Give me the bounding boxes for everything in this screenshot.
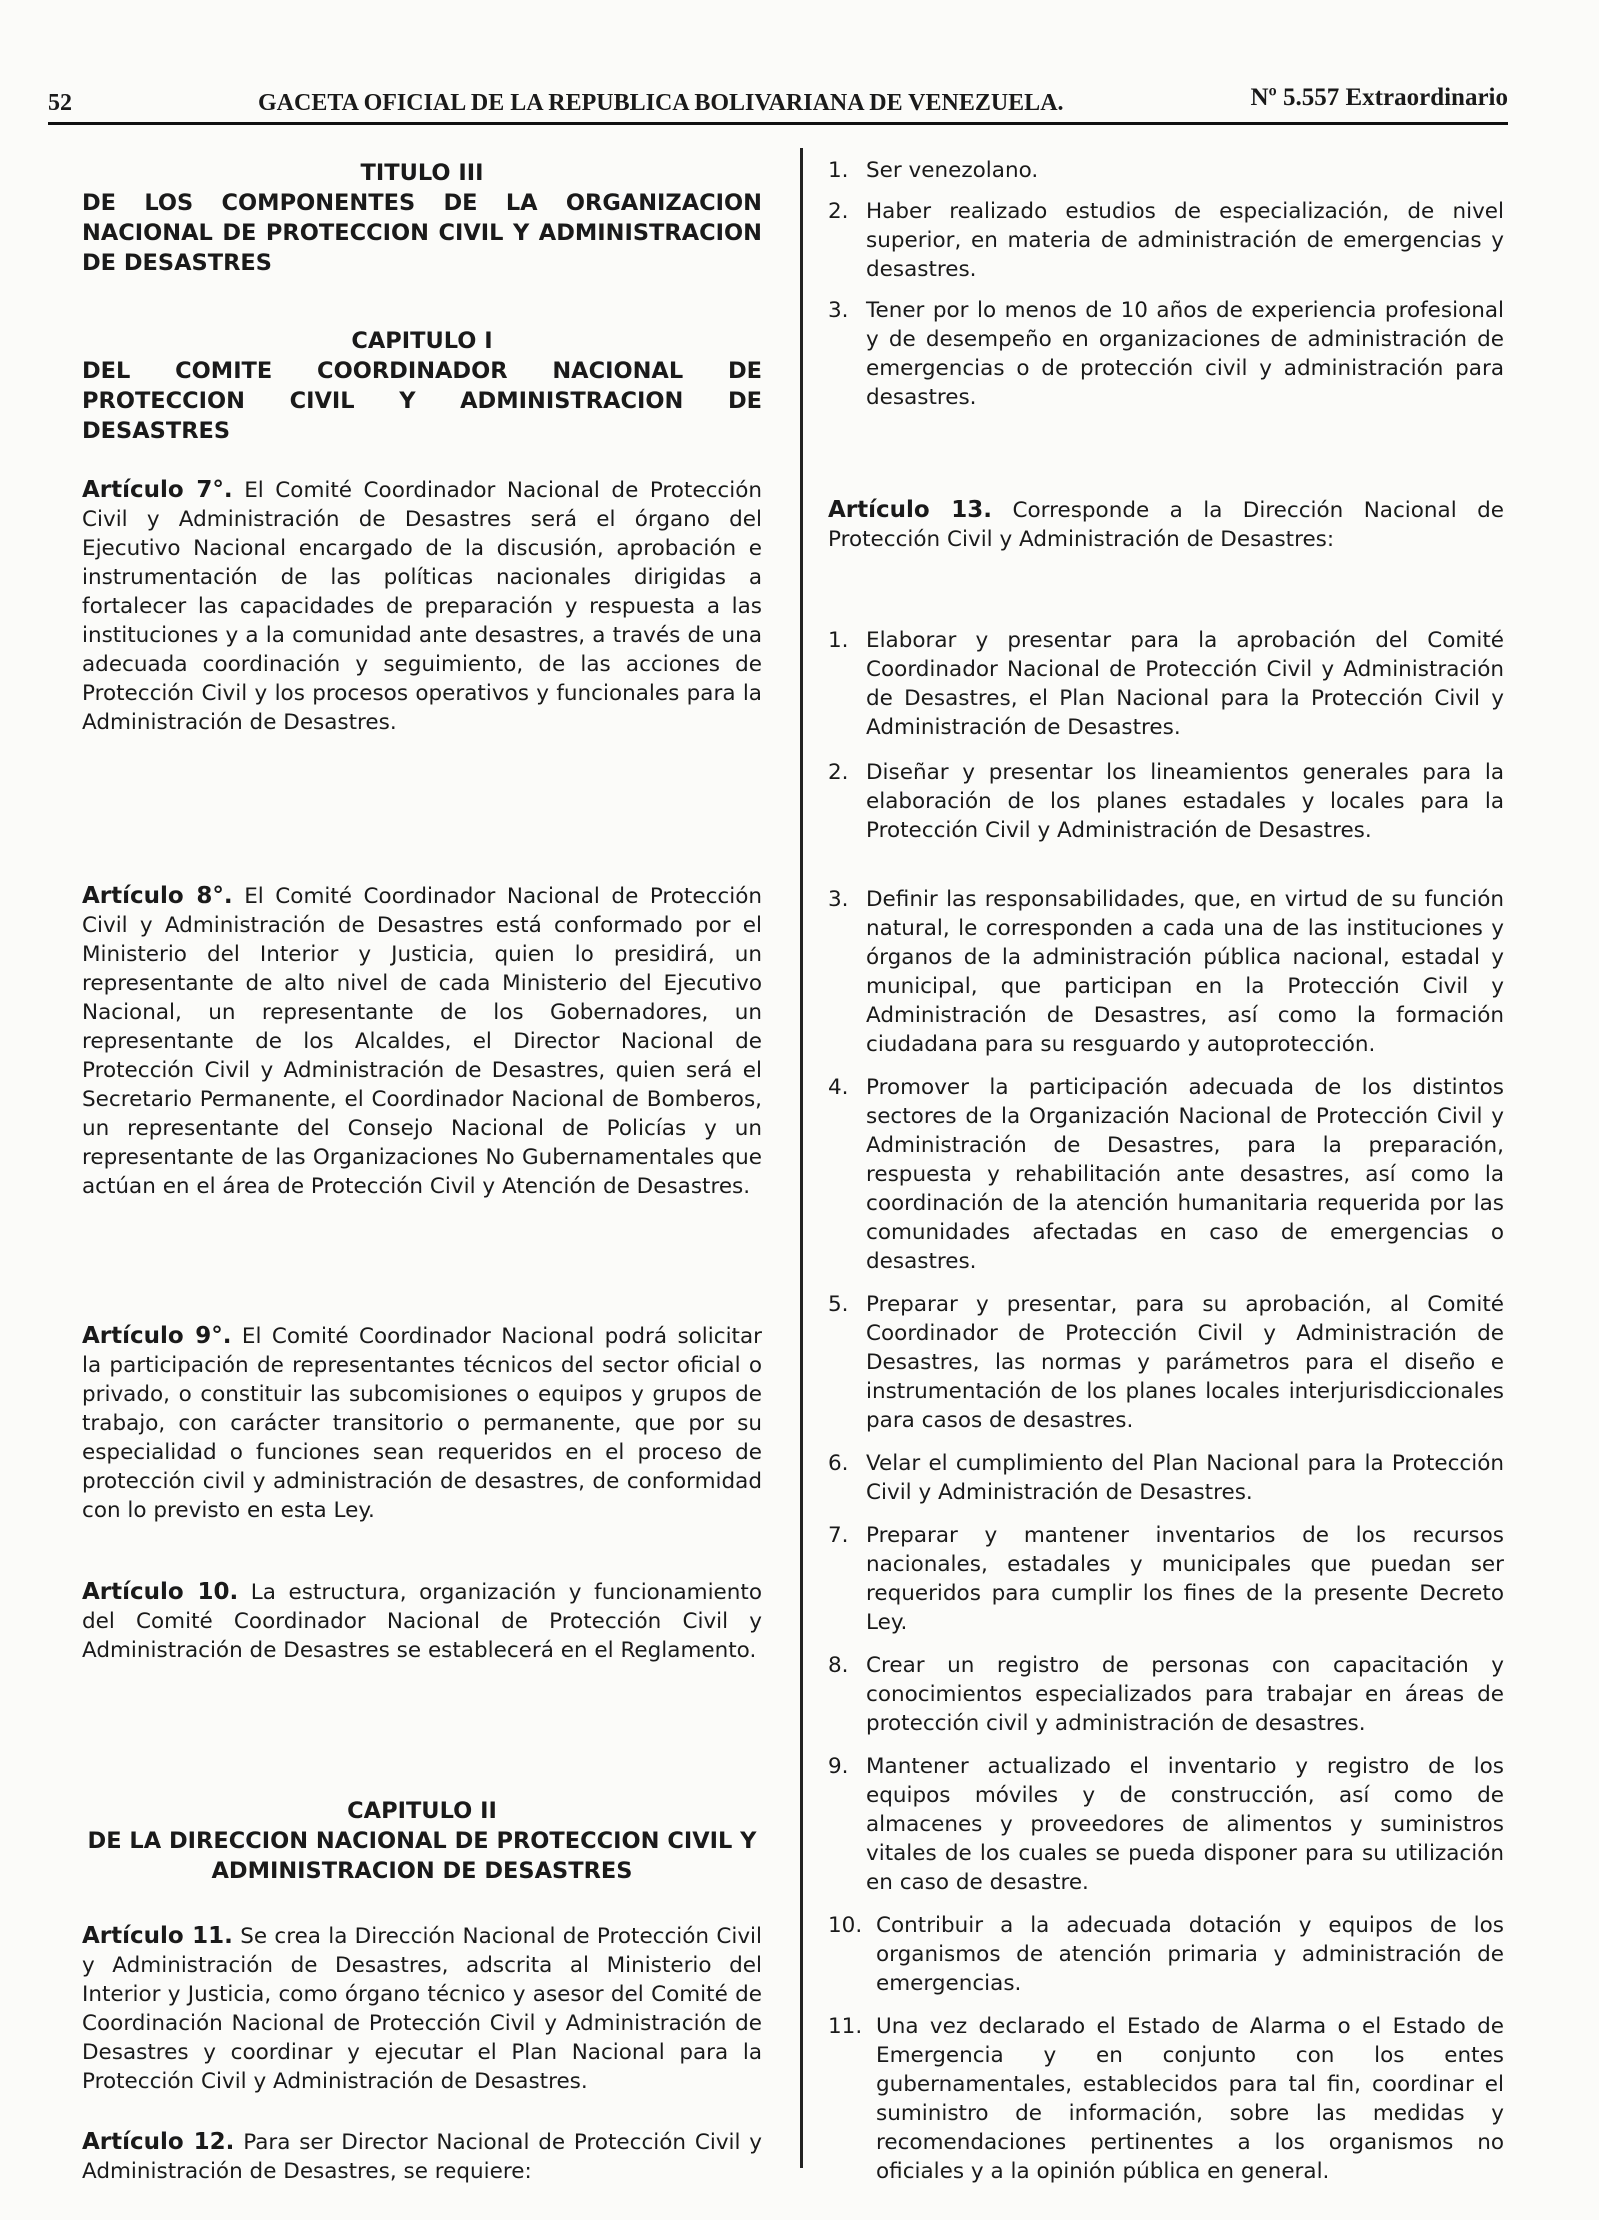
item-number: 6. — [828, 1451, 849, 1476]
list-item — [828, 1290, 1504, 1435]
item-number: 9. — [828, 1754, 849, 1779]
articulo-11-text: Se crea la Dirección Nacional de Protección Civil y Administración de Desastres, adscrita al Ministerio del Interior y Justicia, como órgano técnico y asesor del Comité de Coordinación Nacional de Protección Civil y Administración de Desastres y coordinar y ejecutar el Plan Nacional para la Protección Civil y Administración de Desastres. — [82, 1924, 762, 2094]
item-number: 3. — [828, 298, 849, 323]
issue-number: Nº 5.557 Extraordinario — [1250, 84, 1508, 111]
list-item — [828, 1752, 1504, 1897]
item-text: Ser venezolano. — [866, 158, 1039, 183]
functions-list — [828, 626, 1504, 2186]
titulo-iii-heading — [82, 158, 762, 278]
articulo-7 — [82, 476, 762, 737]
articulo-10-text: La estructura, organización y funcionamiento del Comité Coordinador Nacional de Protección Civil y Administración de Desastres se establecerá en el Reglamento. — [82, 1580, 762, 1663]
articulo-11-label: Artículo 11. — [82, 1923, 233, 1949]
articulo-9 — [82, 1322, 762, 1525]
item-number: 2. — [828, 760, 849, 785]
articulo-12-text: Para ser Director Nacional de Protección Civil y Administración de Desastres, se requiere: — [82, 2130, 763, 2184]
titulo-text: DE LOS COMPONENTES DE LA ORGANIZACION NACIONAL DE PROTECCION CIVIL Y ADMINISTRACION DE DESASTRES — [82, 190, 762, 276]
item-text: Preparar y presentar, para su aprobación, al Comité Coordinador de Protección Civil y Administración de Desastres, las normas y parámetros para el diseño e instrumentación de los planes locales interjurisdiccionales para casos de desastres. — [866, 1292, 1504, 1433]
articulo-9-label: Artículo 9°. — [82, 1323, 232, 1349]
column-divider — [800, 148, 803, 2168]
item-number: 3. — [828, 887, 849, 912]
requirements-list — [828, 156, 1504, 412]
articulo-8 — [82, 882, 762, 1201]
list-item — [828, 1651, 1504, 1738]
list-item — [828, 296, 1504, 412]
list-item — [828, 1449, 1504, 1507]
articulo-7-text: El Comité Coordinador Nacional de Protección Civil y Administración de Desastres será el órgano del Ejecutivo Nacional encargado de la discusión, aprobación e instrumentación de las políticas nacionales dirigidas a fortalecer las capacidades de preparación y respuesta a las instituciones y a la comunidad ante desastres, a través de una adecuada coordinación y seguimiento, de las acciones de Protección Civil y los procesos operativos y funcionales para la Administración de Desastres. — [82, 478, 762, 735]
articulo-9-text: El Comité Coordinador Nacional podrá solicitar la participación de representantes técnicos del sector oficial o privado, o constituir las subcomisiones o equipos y grupos de trabajo, con carácter transitorio o permanente, que por su especialidad o funciones sean requeridos en el proceso de protección civil y administración de desastres, de conformidad con lo previsto en esta Ley. — [82, 1324, 762, 1523]
articulo-10 — [82, 1578, 762, 1665]
titulo-label: TITULO III — [360, 160, 484, 186]
item-text: Crear un registro de personas con capacitación y conocimientos especializados para trabajar en áreas de protección civil y administración de desastres. — [866, 1653, 1504, 1736]
list-item — [828, 758, 1504, 845]
item-number: 2. — [828, 199, 849, 224]
articulo-13-text: Corresponde a la Dirección Nacional de Protección Civil y Administración de Desastres: — [828, 498, 1504, 552]
item-number: 8. — [828, 1653, 849, 1678]
item-number: 11. — [828, 2014, 863, 2039]
item-number: 5. — [828, 1292, 849, 1317]
item-text: Definir las responsabilidades, que, en virtud de su función natural, le corresponden a cada una de las instituciones y órganos de la administración pública nacional, estadal y municipal, que participan en la Protección Civil y Administración de Desastres, así como la formación ciudadana para su resguardo y autoprotección. — [866, 887, 1504, 1057]
capitulo-i-text: DEL COMITE COORDINADOR NACIONAL DE PROTECCION CIVIL Y ADMINISTRACION DE DESASTRES — [82, 358, 762, 444]
item-text: Haber realizado estudios de especialización, de nivel superior, en materia de administración de emergencias y desastres. — [866, 199, 1504, 282]
articulo-11 — [82, 1922, 762, 2096]
item-text: Tener por lo menos de 10 años de experiencia profesional y de desempeño en organizaciones de administración de emergencias o de protección civil y administración para desastres. — [866, 298, 1504, 410]
gazette-title: GACETA OFICIAL DE LA REPUBLICA BOLIVARIANA DE VENEZUELA. — [258, 90, 1064, 116]
item-text: Una vez declarado el Estado de Alarma o el Estado de Emergencia y en conjunto con los entes gubernamentales, establecidos para tal fin, coordinar el suministro de información, sobre las medidas y recomendaciones pertinentes a los organismos no oficiales y a la opinión pública en general. — [876, 2014, 1504, 2184]
articulo-12-label: Artículo 12. — [82, 2129, 235, 2155]
item-number: 1. — [828, 158, 849, 183]
capitulo-ii-text: DE LA DIRECCION NACIONAL DE PROTECCION CIVIL Y ADMINISTRACION DE DESASTRES — [87, 1828, 757, 1884]
list-item — [828, 626, 1504, 742]
list-item — [828, 1521, 1504, 1637]
articulo-10-label: Artículo 10. — [82, 1579, 239, 1605]
item-number: 1. — [828, 628, 849, 653]
item-text: Promover la participación adecuada de los distintos sectores de la Organización Nacional de Protección Civil y Administración de Desastres, para la preparación, respuesta y rehabilitación ante desastres, así como la coordinación de la atención humanitaria requerida por las comunidades afectadas en caso de emergencias o desastres. — [866, 1075, 1504, 1274]
header-rule — [48, 122, 1508, 125]
item-number: 7. — [828, 1523, 849, 1548]
list-item — [828, 2012, 1504, 2186]
list-item — [828, 156, 1504, 185]
list-item — [828, 1073, 1504, 1276]
item-text: Diseñar y presentar los lineamientos generales para la elaboración de los planes estadales y locales para la Protección Civil y Administración de Desastres. — [866, 760, 1504, 843]
capitulo-ii-label: CAPITULO II — [347, 1798, 497, 1824]
item-text: Mantener actualizado el inventario y registro de los equipos móviles y de construcción, así como de almacenes y proveedores de alimentos y suministros vitales de los cuales se pueda disponer para su utilización en caso de desastre. — [866, 1754, 1504, 1895]
gazette-header — [48, 84, 1508, 124]
capitulo-i-heading — [82, 326, 762, 446]
item-text: Preparar y mantener inventarios de los recursos nacionales, estadales y municipales que puedan ser requeridos para cumplir los fines de la presente Decreto Ley. — [866, 1523, 1504, 1635]
page-number: 52 — [48, 90, 72, 116]
item-number: 4. — [828, 1075, 849, 1100]
articulo-13-label: Artículo 13. — [828, 497, 993, 523]
articulo-13 — [828, 496, 1504, 554]
list-item — [828, 197, 1504, 284]
item-text: Elaborar y presentar para la aprobación del Comité Coordinador Nacional de Protección Civil y Administración de Desastres, el Plan Nacional para la Protección Civil y Administración de Desastres. — [866, 628, 1504, 740]
articulo-8-text: El Comité Coordinador Nacional de Protección Civil y Administración de Desastres está conformado por el Ministerio del Interior y Justicia, quien lo presidirá, un representante de alto nivel de cada Ministerio del Ejecutivo Nacional, un representante de los Gobernadores, un representante de los Alcaldes, el Director Nacional de Protección Civil y Administración de Desastres, quien será el Secretario Permanente, el Coordinador Nacional de Bomberos, un representante del Consejo Nacional de Policías y un representante de las Organizaciones No Gubernamentales que actúan en el área de Protección Civil y Atención de Desastres. — [82, 884, 762, 1199]
capitulo-ii-heading — [82, 1796, 762, 1886]
list-item — [828, 1911, 1504, 1998]
articulo-8-label: Artículo 8°. — [82, 883, 233, 909]
item-number: 10. — [828, 1913, 863, 1938]
item-text: Contribuir a la adecuada dotación y equipos de los organismos de atención primaria y administración de emergencias. — [876, 1913, 1504, 1996]
capitulo-i-label: CAPITULO I — [351, 328, 493, 354]
articulo-7-label: Artículo 7°. — [82, 477, 233, 503]
item-text: Velar el cumplimiento del Plan Nacional para la Protección Civil y Administración de Desastres. — [866, 1451, 1504, 1505]
articulo-12 — [82, 2128, 762, 2186]
list-item — [828, 885, 1504, 1059]
